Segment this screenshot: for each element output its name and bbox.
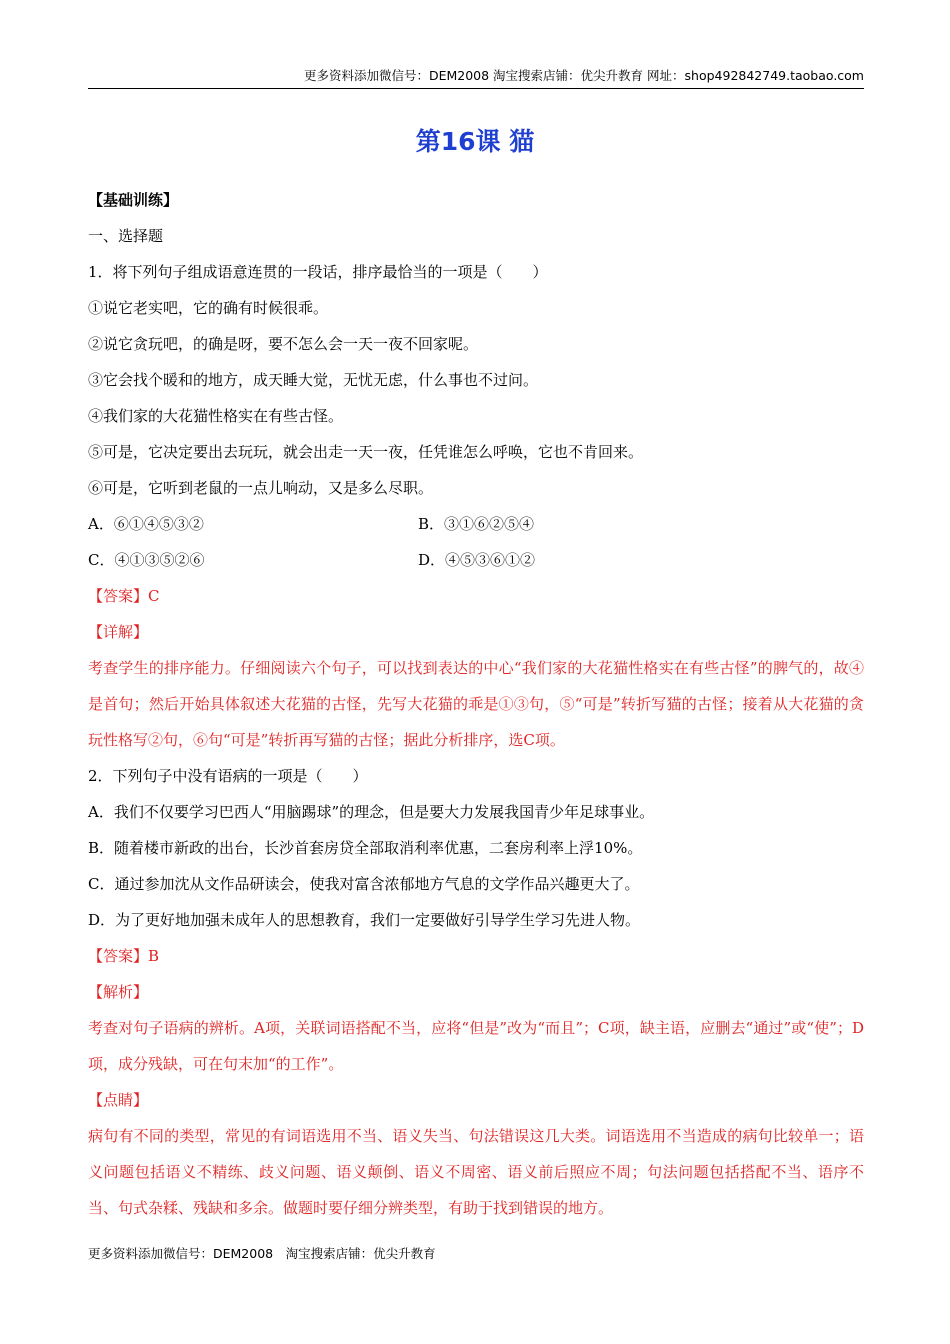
q1-sentence: ③它会找个暖和的地方，成天睡大觉，无忧无虑，什么事也不过问。 xyxy=(88,371,539,389)
q1-options-row xyxy=(88,542,864,578)
q2-tip-text: 病句有不同的类型，常见的有词语选用不当、语义失当、句法错误这几大类。词语选用不当造成的病句比较单一；语义问题包括语义不精练、歧义问题、语义颠倒、语义不周密、语义前后照应不周；句法问题包括搭配不当、语序不当、句式杂糅、残缺和多余。做题时要仔细分辨类型，有助于找到错误的地方。 xyxy=(88,1127,864,1217)
q1-stem: 1．将下列句子组成语意连贯的一段话，排序最恰当的一项是（ ） xyxy=(88,263,548,281)
q2-analysis-text: 考查对句子语病的辨析。A项，关联词语搭配不当，应将“但是”改为“而且”；C项，缺主语，应删去“通过”或“使”；D项，成分残缺，可在句末加“的工作”。 xyxy=(88,1019,864,1073)
q2-option-c: C．通过参加沈从文作品研读会，使我对富含浓郁地方气息的文学作品兴趣更大了。 xyxy=(88,875,640,893)
page-title: 第16课 猫 xyxy=(415,127,535,156)
q2-option-a: A．我们不仅要学习巴西人“用脑踢球”的理念，但是要大力发展我国青少年足球事业。 xyxy=(88,803,655,821)
q1-option-d: D．④⑤③⑥①② xyxy=(418,551,536,569)
q1-sentence: ④我们家的大花猫性格实在有些古怪。 xyxy=(88,407,344,425)
q1-sentence: ⑥可是，它听到老鼠的一点儿响动，又是多么尽职。 xyxy=(88,479,434,497)
q2-answer: 【答案】B xyxy=(88,947,160,965)
q1-sentence: ①说它老实吧，它的确有时候很乖。 xyxy=(88,299,329,317)
q2-tip-label: 【点睛】 xyxy=(88,1091,149,1109)
section-heading: 【基础训练】 xyxy=(88,191,179,209)
page-header: 更多资料添加微信号：DEM2008 淘宝搜索店铺：优尖升教育 网址：shop492842749.taobao.com xyxy=(88,66,864,89)
q1-sentence: ②说它贪玩吧，的确是呀，要不怎么会一天一夜不回家呢。 xyxy=(88,335,479,353)
q1-option-b: B．③①⑥②⑤④ xyxy=(418,515,535,533)
q1-sentence: ⑤可是，它决定要出去玩玩，就会出走一天一夜，任凭谁怎么呼唤，它也不肯回来。 xyxy=(88,443,644,461)
q2-stem: 2．下列句子中没有语病的一项是（ ） xyxy=(88,767,368,785)
q1-detail-text: 考查学生的排序能力。仔细阅读六个句子，可以找到表达的中心“我们家的大花猫性格实在有些古怪”的脾气的，故④是首句；然后开始具体叙述大花猫的古怪，先写大花猫的乖是①③句，⑤“可是”转折写猫的古怪；接着从大花猫的贪玩性格写②句，⑥句“可是”转折再写猫的古怪；据此分析排序，选C项。 xyxy=(88,659,864,749)
q1-option-c: C．④①③⑤②⑥ xyxy=(88,551,205,569)
page-footer: 更多资料添加微信号：DEM2008 淘宝搜索店铺：优尖升教育 xyxy=(88,1246,436,1261)
q1-answer: 【答案】C xyxy=(88,587,160,605)
q2-analysis-label: 【解析】 xyxy=(88,983,149,1001)
q2-option-b: B．随着楼市新政的出台，长沙首套房贷全部取消利率优惠，二套房利率上浮10%。 xyxy=(88,839,643,857)
q1-detail-label: 【详解】 xyxy=(88,623,149,641)
part-heading: 一、选择题 xyxy=(88,227,164,245)
q2-option-d: D．为了更好地加强未成年人的思想教育，我们一定要做好引导学生学习先进人物。 xyxy=(88,911,641,929)
q1-option-a: A．⑥①④⑤③② xyxy=(88,515,204,533)
document-body xyxy=(88,182,864,1226)
q1-options-row xyxy=(88,506,864,542)
